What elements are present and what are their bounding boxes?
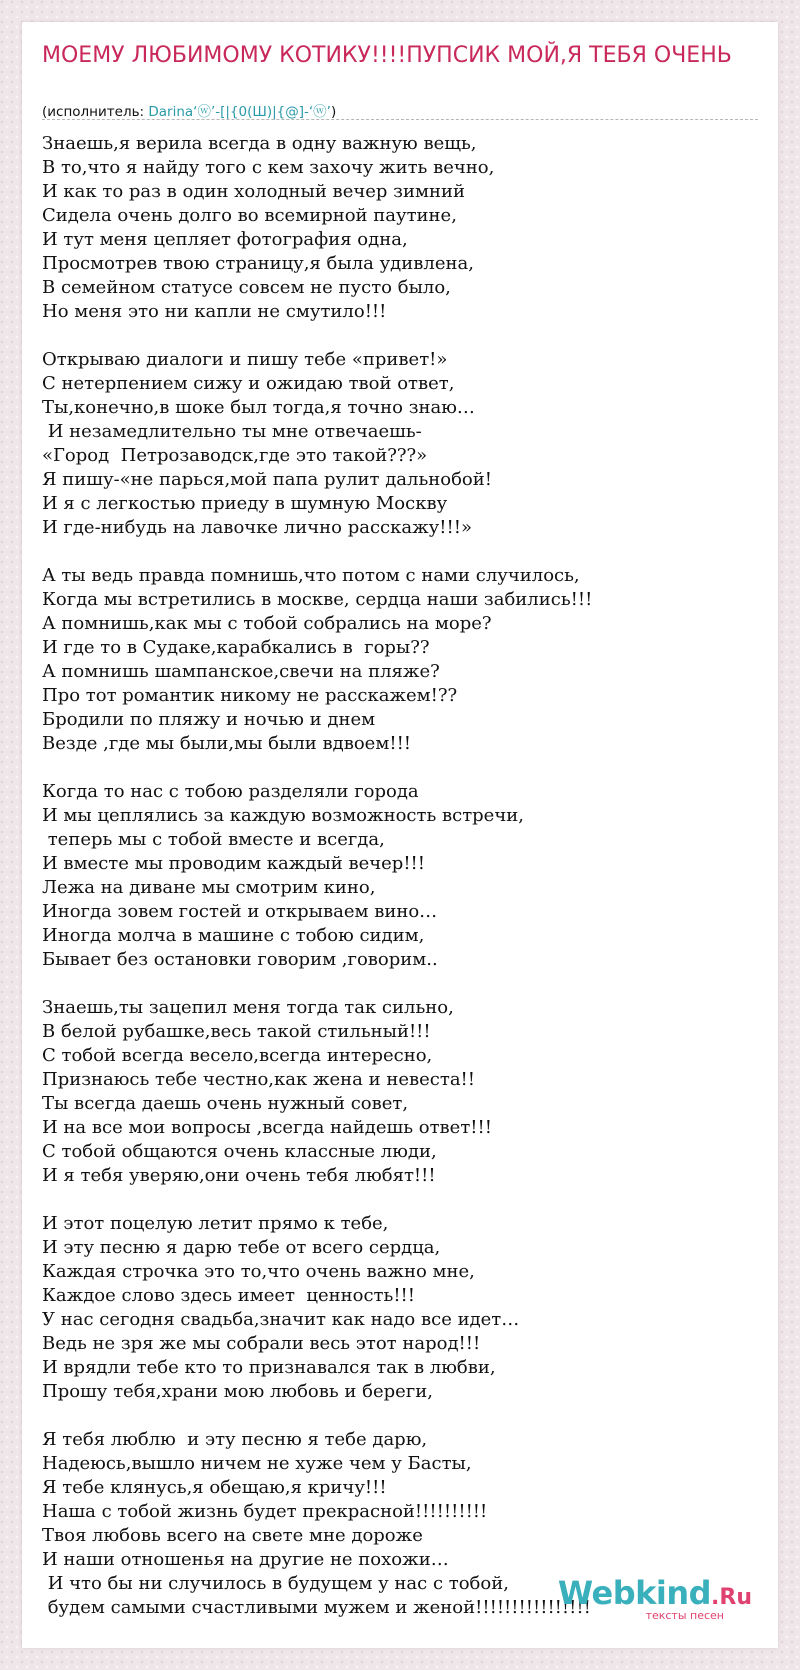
lyric-line: Знаешь,ты зацепил меня тогда так сильно,: [42, 997, 454, 1018]
logo-domain: .Ru: [711, 1585, 752, 1610]
lyric-line: С нетерпением сижу и ожидаю твой ответ,: [42, 373, 455, 394]
logo-tagline: тексты песен: [645, 1609, 724, 1622]
lyric-line: Иногда зовем гостей и открываем вино…: [42, 901, 438, 922]
lyric-line: Знаешь,я верила всегда в одну важную вещь,: [42, 133, 477, 154]
lyric-line: «Город Петрозаводск,где это такой???»: [42, 445, 428, 466]
logo-wordmark: Webkind: [557, 1574, 712, 1612]
lyric-line: В белой рубашке,весь такой стильный!!!: [42, 1021, 431, 1042]
lyric-line: Ты всегда даешь очень нужный совет,: [42, 1093, 409, 1114]
lyric-line: Бродили по пляжу и ночью и днем: [42, 709, 376, 730]
lyric-line: Я тебя люблю и эту песню я тебе дарю,: [42, 1429, 428, 1450]
lyric-line: Когда то нас с тобою разделяли города: [42, 781, 419, 802]
lyric-line: Каждая строчка это то,что очень важно мне,: [42, 1261, 475, 1282]
lyric-line: А помнишь шампанское,свечи на пляже?: [42, 661, 440, 682]
lyric-line: Лежа на диване мы смотрим кино,: [42, 877, 376, 898]
lyrics-body: [42, 132, 762, 1644]
site-logo[interactable]: [557, 1574, 752, 1622]
lyrics-card: [22, 22, 778, 1648]
lyric-line: И на все мои вопросы ,всегда найдешь ответ!!!: [42, 1117, 492, 1138]
lyrics-stanza: [42, 132, 762, 324]
lyric-line: Ведь не зря же мы собрали весь этот народ!!!: [42, 1333, 481, 1354]
lyric-line: Надеюсь,вышло ничем не хуже чем у Басты,: [42, 1453, 472, 1474]
lyric-line: Про тот романтик никому не расскажем!??: [42, 685, 458, 706]
lyric-line: С тобой общаются очень классные люди,: [42, 1141, 437, 1162]
lyric-line: Наша с тобой жизнь будет прекрасной!!!!!!!!!!: [42, 1501, 488, 1522]
lyrics-stanza: [42, 996, 762, 1188]
lyric-line: И я с легкостью приеду в шумную Москву: [42, 493, 448, 514]
lyrics-stanza: [42, 564, 762, 756]
lyric-line: И этот поцелую летит прямо к тебе,: [42, 1213, 389, 1234]
lyric-line: Просмотрев твою страницу,я была удивлена,: [42, 253, 474, 274]
lyric-line: Иногда молча в машине с тобою сидим,: [42, 925, 425, 946]
lyric-line: В то,что я найду того с кем захочу жить вечно,: [42, 157, 495, 178]
lyric-line: будем самыми счастливыми мужем и женой!!!!!!!!!!!!!!!!: [42, 1597, 591, 1618]
artist-link[interactable]: Darina‘ⓦ’-[|{0(Ш)|{@]-‘ⓦ’: [148, 104, 331, 120]
artist-line: [42, 100, 336, 120]
dashed-divider: [42, 119, 758, 120]
lyric-line: Я тебе клянусь,я обещаю,я кричу!!!: [42, 1477, 387, 1498]
lyric-line: И наши отношенья на другие не похожи…: [42, 1549, 449, 1570]
lyric-line: И незамедлительно ты мне отвечаешь-: [42, 421, 422, 442]
lyric-line: Я пишу-«не парься,мой папа рулит дальнобой!: [42, 469, 492, 490]
lyric-line: Признаюсь тебе честно,как жена и невеста!!: [42, 1069, 476, 1090]
lyric-line: И где то в Судаке,карабкались в горы??: [42, 637, 430, 658]
lyric-line: Бывает без остановки говорим ,говорим..: [42, 949, 438, 970]
lyric-line: И я тебя уверяю,они очень тебя любят!!!: [42, 1165, 436, 1186]
lyric-line: И где-нибудь на лавочке лично расскажу!!!»: [42, 517, 472, 538]
lyric-line: И тут меня цепляет фотография одна,: [42, 229, 408, 250]
lyric-line: И эту песню я дарю тебе от всего сердца,: [42, 1237, 441, 1258]
lyric-line: И вместе мы проводим каждый вечер!!!: [42, 853, 426, 874]
lyric-line: Открываю диалоги и пишу тебе «привет!»: [42, 349, 448, 370]
lyric-line: В семейном статусе совсем не пусто было,: [42, 277, 451, 298]
artist-suffix: ): [330, 104, 337, 120]
lyric-line: Сидела очень долго во всемирной паутине,: [42, 205, 457, 226]
lyric-line: И врядли тебе кто то признавался так в любви,: [42, 1357, 496, 1378]
lyric-line: А ты ведь правда помнишь,что потом с нами случилось,: [42, 565, 580, 586]
lyrics-stanza: [42, 780, 762, 972]
lyrics-stanza: [42, 1212, 762, 1404]
lyric-line: Ты,конечно,в шоке был тогда,я точно знаю…: [42, 397, 475, 418]
lyric-line: У нас сегодня свадьба,значит как надо все идет…: [42, 1309, 520, 1330]
lyric-line: Везде ,где мы были,мы были вдвоем!!!: [42, 733, 412, 754]
lyrics-stanza: [42, 348, 762, 540]
lyric-line: Прошу тебя,храни мою любовь и береги,: [42, 1381, 433, 1402]
song-title: МОЕМУ ЛЮБИМОМУ КОТИКУ!!!!ПУПСИК МОЙ,Я ТЕБЯ ОЧЕНЬ: [42, 43, 732, 68]
artist-prefix: (исполнитель:: [42, 104, 149, 120]
lyric-line: Каждое слово здесь имеет ценность!!!: [42, 1285, 416, 1306]
lyric-line: И что бы ни случилось в будущем у нас с тобой,: [42, 1573, 509, 1594]
lyric-line: Когда мы встретились в москве, сердца наши забились!!!: [42, 589, 593, 610]
lyric-line: С тобой всегда весело,всегда интересно,: [42, 1045, 433, 1066]
lyric-line: И как то раз в один холодный вечер зимний: [42, 181, 465, 202]
lyric-line: Твоя любовь всего на свете мне дороже: [42, 1525, 423, 1546]
lyric-line: теперь мы с тобой вместе и всегда,: [42, 829, 385, 850]
lyric-line: Но меня это ни капли не смутило!!!: [42, 301, 387, 322]
lyric-line: А помнишь,как мы с тобой собрались на море?: [42, 613, 492, 634]
lyric-line: И мы цеплялись за каждую возможность встречи,: [42, 805, 524, 826]
